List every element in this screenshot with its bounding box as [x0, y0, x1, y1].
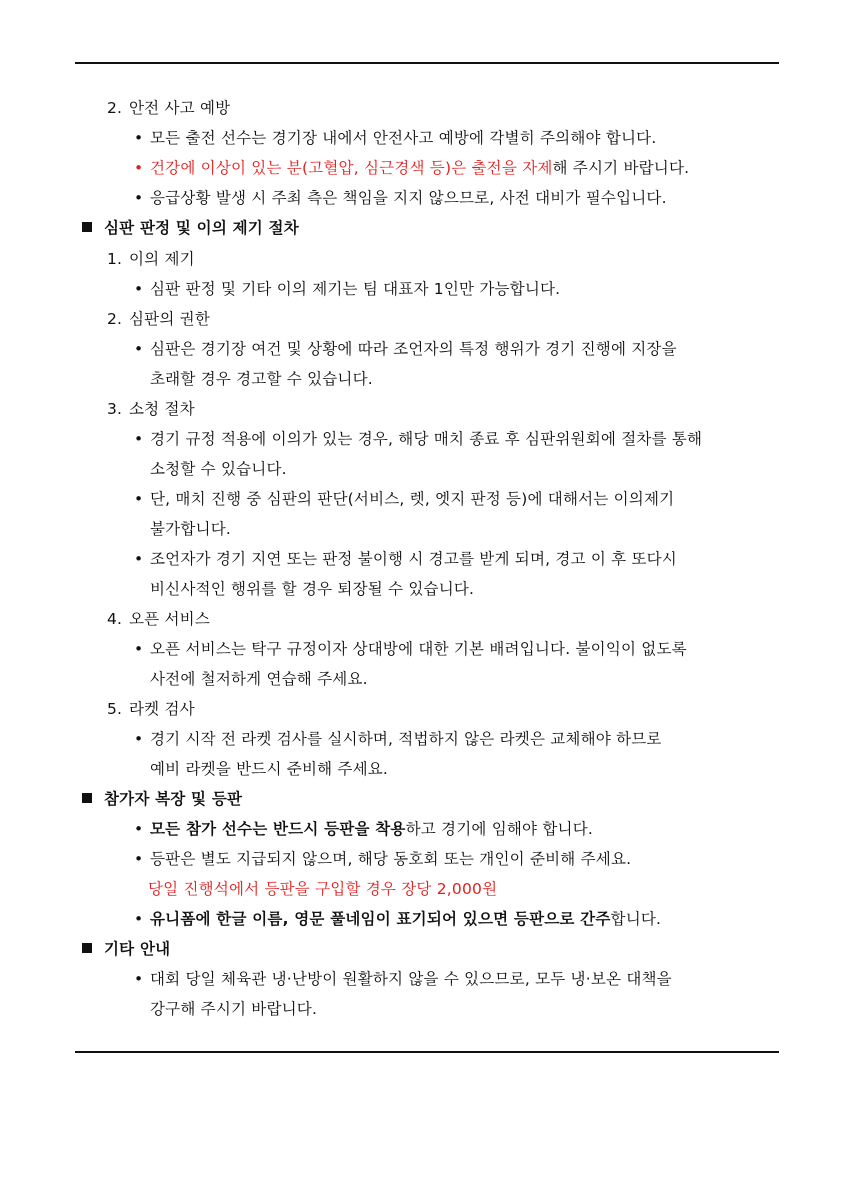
list-item-continuation: 불가합니다. — [150, 520, 231, 538]
square-bullet-icon — [82, 943, 92, 953]
list-item-continuation: 비신사적인 행위를 할 경우 퇴장될 수 있습니다. — [150, 580, 475, 598]
subheading-appeal: 3. 소청 절차 — [107, 400, 195, 418]
list-item-continuation: 초래할 경우 경고할 수 있습니다. — [150, 370, 373, 388]
list-item-continuation: 소청할 수 있습니다. — [150, 460, 287, 478]
section-heading-attire: 참가자 복장 및 등판 — [82, 788, 242, 810]
section-heading-judging: 심판 판정 및 이의 제기 절차 — [82, 217, 299, 239]
subheading-authority: 2. 심판의 권한 — [107, 310, 210, 328]
section-heading-etc: 기타 안내 — [82, 938, 170, 960]
subheading-objection: 1. 이의 제기 — [107, 250, 195, 268]
subheading-safety: 2. 안전 사고 예방 — [107, 99, 231, 117]
list-item: • 대회 당일 체육관 냉·난방이 원활하지 않을 수 있으므로, 모두 냉·보온 대책을 — [134, 970, 672, 988]
subheading-racket-check: 5. 라켓 검사 — [107, 700, 195, 718]
list-item: • 심판 판정 및 기타 이의 제기는 팀 대표자 1인만 가능합니다. — [134, 280, 561, 298]
list-item: • 경기 시작 전 라켓 검사를 실시하며, 적법하지 않은 라켓은 교체해야 하므로 — [134, 730, 662, 748]
list-item: • 경기 규정 적용에 이의가 있는 경우, 해당 매치 종료 후 심판위원회에 절차를 통해 — [134, 430, 703, 448]
list-item-continuation: 사전에 철저하게 연습해 주세요. — [150, 670, 368, 688]
square-bullet-icon — [82, 793, 92, 803]
list-item: • 단, 매치 진행 중 심판의 판단(서비스, 렛, 엣지 판정 등)에 대해서는 이의제기 — [134, 490, 675, 508]
list-item: • 조언자가 경기 지연 또는 판정 불이행 시 경고를 받게 되며, 경고 이 후 또다시 — [134, 550, 677, 568]
top-divider — [75, 62, 779, 64]
list-item: • 모든 참가 선수는 반드시 등판을 착용하고 경기에 임해야 합니다. — [134, 820, 593, 838]
subheading-open-service: 4. 오픈 서비스 — [107, 610, 210, 628]
list-item-continuation: 예비 라켓을 반드시 준비해 주세요. — [150, 760, 389, 778]
list-item-continuation: 강구해 주시기 바랍니다. — [150, 1000, 318, 1018]
list-item: • 응급상황 발생 시 주최 측은 책임을 지지 않으므로, 사전 대비가 필수입니다. — [134, 189, 667, 207]
list-item-note-red: 당일 진행석에서 등판을 구입할 경우 장당 2,000원 — [148, 880, 498, 898]
list-item: • 오픈 서비스는 탁구 규정이자 상대방에 대한 기본 배려입니다. 불이익이 없도록 — [134, 640, 687, 658]
bottom-divider — [75, 1051, 779, 1053]
list-item: • 유니폼에 한글 이름, 영문 풀네임이 표기되어 있으면 등판으로 간주합니다. — [134, 910, 662, 928]
square-bullet-icon — [82, 222, 92, 232]
list-item: • 심판은 경기장 여건 및 상황에 따라 조언자의 특정 행위가 경기 진행에 지장을 — [134, 340, 677, 358]
list-item: • 모든 출전 선수는 경기장 내에서 안전사고 예방에 각별히 주의해야 합니다. — [134, 129, 657, 147]
list-item: • 건강에 이상이 있는 분(고혈압, 심근경색 등)은 출전을 자제해 주시기 바랍니다. — [134, 159, 690, 177]
list-item: • 등판은 별도 지급되지 않으며, 해당 동호회 또는 개인이 준비해 주세요. — [134, 850, 632, 868]
